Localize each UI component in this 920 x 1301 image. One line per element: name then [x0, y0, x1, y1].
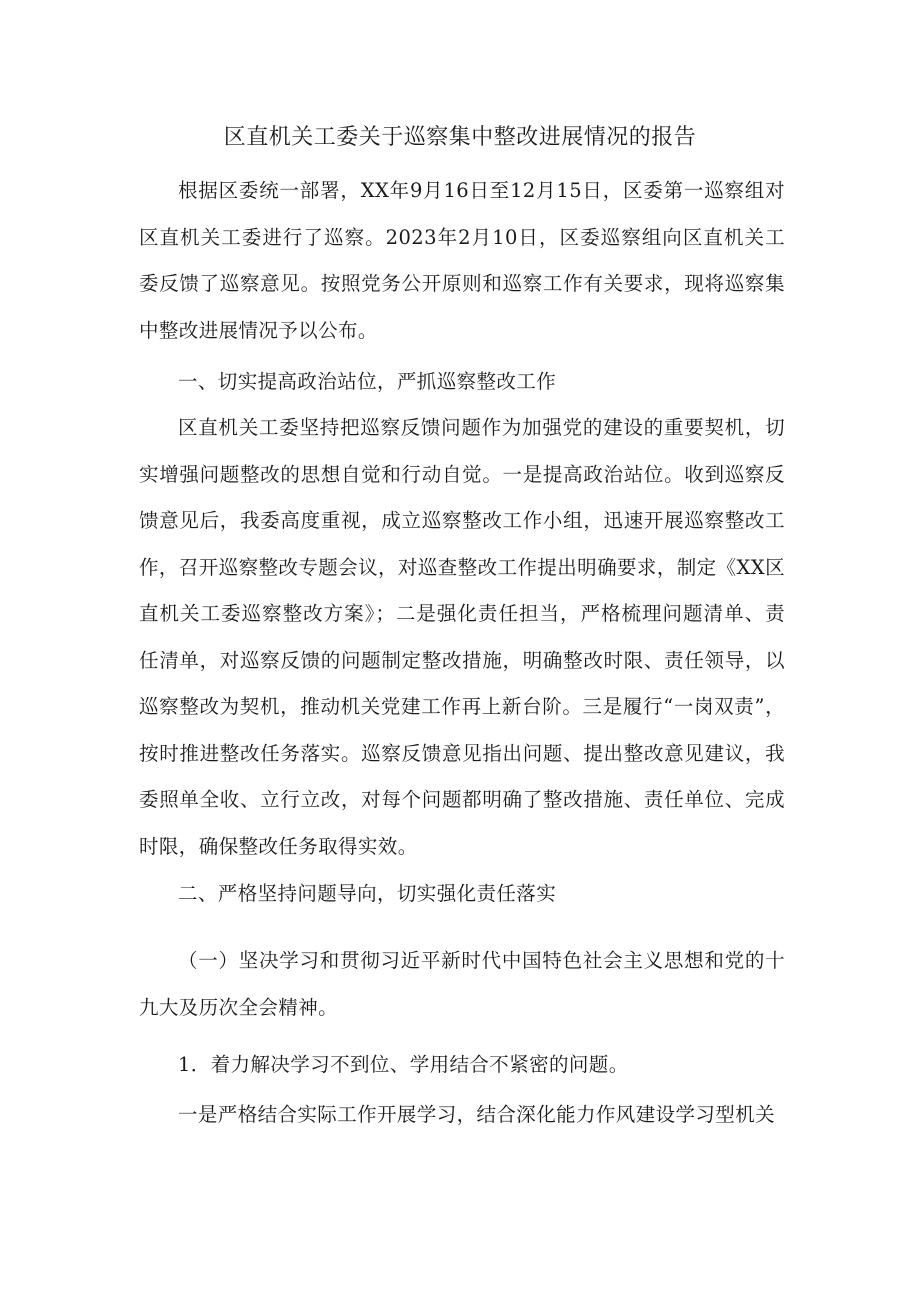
- section-heading-2: 二、严格坚持问题导向，切实强化责任落实: [178, 882, 557, 905]
- intro-paragraph: 根据区委统一部署，XX年9月16日至12月15日，区委第一巡察组对区直机关工委进行了巡察。2023年2月10日，区委巡察组向区直机关工委反馈了巡察意见。按照党务公开原则和巡察工作有关要求，现将巡察集中整改进展情况予以公布。: [139, 179, 785, 342]
- item-1-body: 一是严格结合实际工作开展学习，结合深化能力作风建设学习型机关: [178, 1103, 776, 1126]
- subsection-heading-1: （一）坚决学习和贯彻习近平新时代中国特色社会主义思想和党的十九大及历次全会精神。: [139, 949, 785, 1019]
- document-title: 区直机关工委关于巡察集中整改进展情况的报告: [223, 125, 697, 150]
- item-heading-1: 1．着力解决学习不到位、学用结合不紧密的问题。: [178, 1053, 629, 1076]
- section-1-body: 区直机关工委坚持把巡察反馈问题作为加强党的建设的重要契机，切实增强问题整改的思想自觉和行动自觉。一是提高政治站位。收到巡察反馈意见后，我委高度重视，成立巡察整改工作小组，迅速开展巡察整改工作，召开巡察整改专题会议，对巡查整改工作提出明确要求，制定《XX区直机关工委巡察整改方案》；二是强化责任担当，严格梳理问题清单、责任清单，对巡察反馈的问题制定整改措施，明确整改时限、责任领导，以巡察整改为契机，推动机关党建工作再上新台阶。三是履行“一岗双责”，按时推进整改任务落实。巡察反馈意见指出问题、提出整改意见建议，我委照单全收、立行立改，对每个问题都明确了整改措施、责任单位、完成时限，确保整改任务取得实效。: [139, 416, 785, 858]
- section-heading-1: 一、切实提高政治站位，严抓巡察整改工作: [178, 370, 557, 393]
